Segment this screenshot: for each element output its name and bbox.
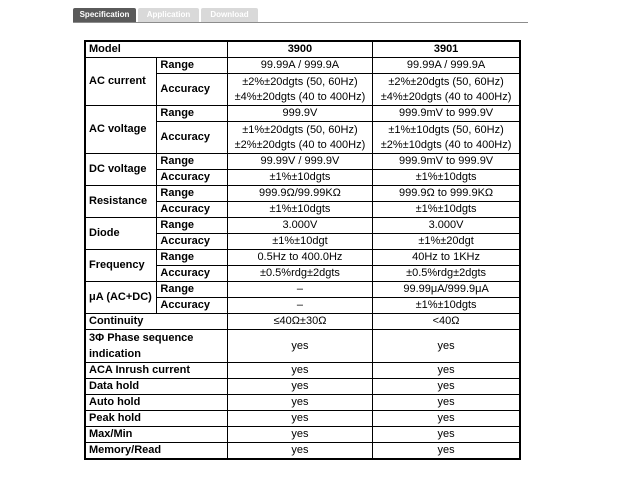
model-3900-header: 3900: [227, 41, 372, 58]
cell-value: ±0.5%rdg±2dgts: [227, 266, 372, 282]
sub-label-accuracy: Accuracy: [157, 122, 227, 154]
cell-line: ±4%±20dgts (40 to 400Hz): [380, 90, 512, 103]
cell-line: ±2%±20dgts (50, 60Hz): [388, 75, 504, 88]
sub-label-range: Range: [157, 186, 227, 202]
cell-value: 99.99A / 999.9A: [373, 58, 520, 74]
cell-value: 999.9V: [227, 106, 372, 122]
cell-value: yes: [227, 427, 372, 443]
cell-value: 999.9mV to 999.9V: [373, 106, 520, 122]
cell-value: ±1%±10dgts: [373, 202, 520, 218]
cell-value: yes: [227, 363, 372, 379]
sub-label-accuracy: Accuracy: [157, 266, 227, 282]
cell-value: ±0.5%rdg±2dgts: [373, 266, 520, 282]
table-row: [85, 395, 520, 411]
cell-value: ±1%±10dgts: [227, 170, 372, 186]
sub-label-range: Range: [157, 282, 227, 298]
sub-label-range: Range: [157, 58, 227, 74]
model-header: Model: [85, 41, 227, 58]
cell-value: yes: [373, 395, 520, 411]
cell-value: 3.000V: [373, 218, 520, 234]
row-label-data-hold: Data hold: [85, 379, 227, 395]
cell-value: ±1%±10dgts: [227, 202, 372, 218]
row-label-continuity: Continuity: [85, 314, 227, 330]
row-label-dc-voltage: DC voltage: [85, 154, 157, 186]
tab-application[interactable]: Application: [138, 8, 199, 22]
table-row: [85, 379, 520, 395]
tab-bar: [73, 8, 528, 23]
cell-value: 0.5Hz to 400.0Hz: [227, 250, 372, 266]
sub-label-range: Range: [157, 154, 227, 170]
sub-label-range: Range: [157, 218, 227, 234]
row-label-micro-amp: μA (AC+DC): [85, 282, 157, 314]
table-row: [85, 314, 520, 330]
cell-value: ±1%±10dgts: [373, 170, 520, 186]
table-row: [85, 282, 520, 298]
cell-value: yes: [373, 443, 520, 460]
tab-download[interactable]: Download: [201, 8, 258, 22]
cell-value: <40Ω: [373, 314, 520, 330]
cell-value: ≤40Ω±30Ω: [227, 314, 372, 330]
table-row: [85, 411, 520, 427]
sub-label-accuracy: Accuracy: [157, 234, 227, 250]
cell-value: [227, 122, 372, 154]
row-label-ac-voltage: AC voltage: [85, 106, 157, 154]
sub-label-accuracy: Accuracy: [157, 298, 227, 314]
table-row: [85, 218, 520, 234]
row-label-diode: Diode: [85, 218, 157, 250]
cell-line: ±2%±20dgts (50, 60Hz): [242, 75, 358, 88]
cell-value: 99.99V / 999.9V: [227, 154, 372, 170]
row-label-max-min: Max/Min: [85, 427, 227, 443]
cell-line: ±4%±20dgts (40 to 400Hz): [234, 90, 366, 103]
cell-line: ±1%±20dgts (50, 60Hz): [242, 123, 358, 136]
cell-value: –: [227, 282, 372, 298]
table-row: [85, 443, 520, 460]
tab-specification[interactable]: Specification: [73, 8, 136, 22]
cell-value: yes: [373, 427, 520, 443]
cell-value: 99.99A / 999.9A: [227, 58, 372, 74]
cell-value: 999.9Ω/99.99KΩ: [227, 186, 372, 202]
row-label-resistance: Resistance: [85, 186, 157, 218]
cell-value: 40Hz to 1KHz: [373, 250, 520, 266]
cell-value: 999.9mV to 999.9V: [373, 154, 520, 170]
cell-value: 999.9Ω to 999.9KΩ: [373, 186, 520, 202]
sub-label-range: Range: [157, 250, 227, 266]
cell-value: ±1%±20dgt: [373, 234, 520, 250]
row-label-frequency: Frequency: [85, 250, 157, 282]
cell-value: yes: [227, 330, 372, 363]
sub-label-accuracy: Accuracy: [157, 74, 227, 106]
cell-value: yes: [373, 363, 520, 379]
table-row: [85, 186, 520, 202]
cell-value: ±1%±10dgt: [227, 234, 372, 250]
cell-line: ±2%±10dgts (40 to 400Hz): [380, 138, 512, 151]
table-row: [85, 330, 520, 363]
cell-value: 99.99μA/999.9μA: [373, 282, 520, 298]
model-3901-header: 3901: [373, 41, 520, 58]
table-row: [85, 106, 520, 122]
row-label-memory-read: Memory/Read: [85, 443, 227, 460]
specification-table: [84, 40, 521, 460]
table-header-row: [85, 41, 520, 58]
cell-value: –: [227, 298, 372, 314]
cell-value: yes: [373, 379, 520, 395]
sub-label-accuracy: Accuracy: [157, 170, 227, 186]
sub-label-accuracy: Accuracy: [157, 202, 227, 218]
row-label-peak-hold: Peak hold: [85, 411, 227, 427]
table-row: [85, 363, 520, 379]
cell-value: yes: [227, 379, 372, 395]
row-label-inrush: ACA Inrush current: [85, 363, 227, 379]
cell-line: ±1%±10dgts (50, 60Hz): [388, 123, 504, 136]
table-row: [85, 427, 520, 443]
cell-value: [373, 122, 520, 154]
sub-label-range: Range: [157, 106, 227, 122]
table-row: [85, 154, 520, 170]
cell-value: yes: [227, 395, 372, 411]
cell-value: 3.000V: [227, 218, 372, 234]
row-label-phase-sequence: 3Φ Phase sequence indication: [85, 330, 227, 363]
table-row: [85, 58, 520, 74]
row-label-ac-current: AC current: [85, 58, 157, 106]
cell-value: ±1%±10dgts: [373, 298, 520, 314]
cell-line: ±2%±20dgts (40 to 400Hz): [234, 138, 366, 151]
cell-value: yes: [227, 443, 372, 460]
cell-value: yes: [373, 411, 520, 427]
table-row: [85, 250, 520, 266]
row-label-auto-hold: Auto hold: [85, 395, 227, 411]
cell-value: yes: [373, 330, 520, 363]
cell-value: yes: [227, 411, 372, 427]
cell-value: [227, 74, 372, 106]
cell-value: [373, 74, 520, 106]
